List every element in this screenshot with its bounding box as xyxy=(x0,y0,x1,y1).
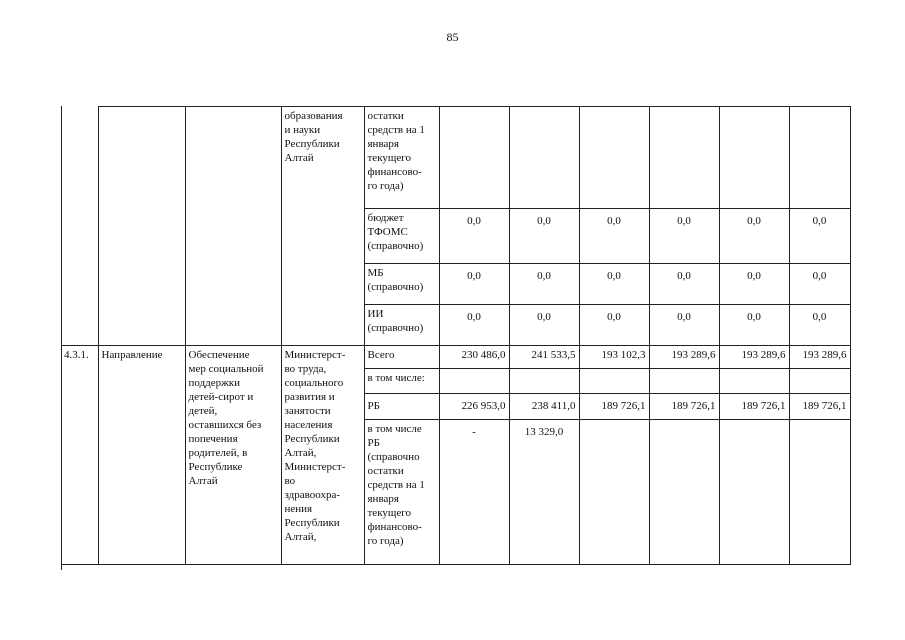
value-cell: 189 726,1 xyxy=(649,394,719,420)
item-executor: Министерст- во труда, социального развития и занятости населения Республики Алтай, Министерст- во здравоохра- нения Республики Алтай, xyxy=(284,349,346,543)
source-text: в том числе: xyxy=(367,372,425,384)
value-cell: 189 726,1 xyxy=(719,394,789,420)
source-cell xyxy=(364,107,439,209)
value-cell: 226 953,0 xyxy=(439,394,509,420)
value-cell: 0,0 xyxy=(439,305,509,346)
value-cell xyxy=(509,107,579,209)
value-cell: 0,0 xyxy=(509,209,579,264)
value-cell xyxy=(789,420,850,565)
name-cell-empty xyxy=(185,107,281,346)
value-cell xyxy=(649,420,719,565)
value-cell: 189 726,1 xyxy=(579,394,649,420)
value-cell xyxy=(509,369,579,394)
source-text: РБ xyxy=(367,400,380,412)
executor-cell xyxy=(281,107,364,346)
value-cell: 0,0 xyxy=(719,264,789,305)
value-cell xyxy=(789,369,850,394)
item-name: Обеспечение мер социальной поддержки детей-сирот и детей, оставшихся без попечения родителей, в Республике Алтай xyxy=(188,349,264,487)
source-text: МБ (справочно) xyxy=(367,267,424,293)
source-cell xyxy=(364,346,439,369)
value-cell: 0,0 xyxy=(509,264,579,305)
item-name-cell xyxy=(185,346,281,565)
source-text: Всего xyxy=(367,349,395,361)
value-cell: 230 486,0 xyxy=(439,346,509,369)
value-cell xyxy=(649,107,719,209)
item-type: Направление xyxy=(101,349,163,361)
value-cell xyxy=(719,369,789,394)
value-cell: 0,0 xyxy=(649,305,719,346)
source-cell xyxy=(364,420,439,565)
type-cell-empty xyxy=(98,107,185,346)
value-cell: 0,0 xyxy=(789,305,850,346)
value-cell: 193 289,6 xyxy=(649,346,719,369)
value-cell: 238 411,0 xyxy=(509,394,579,420)
value-cell: 0,0 xyxy=(579,209,649,264)
item-executor-cell xyxy=(281,346,364,565)
item-code-cell xyxy=(61,346,98,565)
source-cell xyxy=(364,305,439,346)
executor-text: образования и науки Республики Алтай xyxy=(284,110,343,164)
source-text: бюджет ТФОМС (справочно) xyxy=(367,212,424,252)
table-row xyxy=(61,346,850,369)
value-cell xyxy=(719,107,789,209)
source-cell xyxy=(364,264,439,305)
source-text: ИИ (справочно) xyxy=(367,308,424,334)
source-text: в том числе РБ (справочно остатки средств на 1 января текущего финансово- го года) xyxy=(367,423,425,547)
value-cell xyxy=(719,420,789,565)
code-cell-empty xyxy=(61,107,98,346)
item-code: 4.3.1. xyxy=(64,349,89,361)
value-cell: 0,0 xyxy=(509,305,579,346)
value-cell xyxy=(579,107,649,209)
value-cell xyxy=(579,420,649,565)
value-cell xyxy=(649,369,719,394)
value-cell: 0,0 xyxy=(579,264,649,305)
value-cell: 189 726,1 xyxy=(789,394,850,420)
value-cell: 0,0 xyxy=(719,305,789,346)
value-cell: 0,0 xyxy=(649,209,719,264)
item-type-cell xyxy=(98,346,185,565)
page-number: 85 xyxy=(446,30,459,44)
value-cell xyxy=(579,369,649,394)
value-cell: 193 289,6 xyxy=(789,346,850,369)
value-cell: 0,0 xyxy=(439,209,509,264)
value-cell: 193 289,6 xyxy=(719,346,789,369)
value-cell: 241 533,5 xyxy=(509,346,579,369)
value-cell: 0,0 xyxy=(789,209,850,264)
value-cell xyxy=(439,369,509,394)
value-cell xyxy=(439,107,509,209)
source-cell xyxy=(364,209,439,264)
table-row xyxy=(61,107,850,209)
value-cell: 0,0 xyxy=(439,264,509,305)
source-cell xyxy=(364,369,439,394)
value-cell: 0,0 xyxy=(579,305,649,346)
value-cell: 0,0 xyxy=(789,264,850,305)
value-cell: 193 102,3 xyxy=(579,346,649,369)
source-cell xyxy=(364,394,439,420)
value-cell xyxy=(789,107,850,209)
value-cell: 0,0 xyxy=(649,264,719,305)
budget-table xyxy=(61,106,851,565)
value-cell: - xyxy=(439,420,509,565)
value-cell: 0,0 xyxy=(719,209,789,264)
source-text: остатки средств на 1 января текущего финансово- го года) xyxy=(367,110,425,192)
value-cell: 13 329,0 xyxy=(509,420,579,565)
